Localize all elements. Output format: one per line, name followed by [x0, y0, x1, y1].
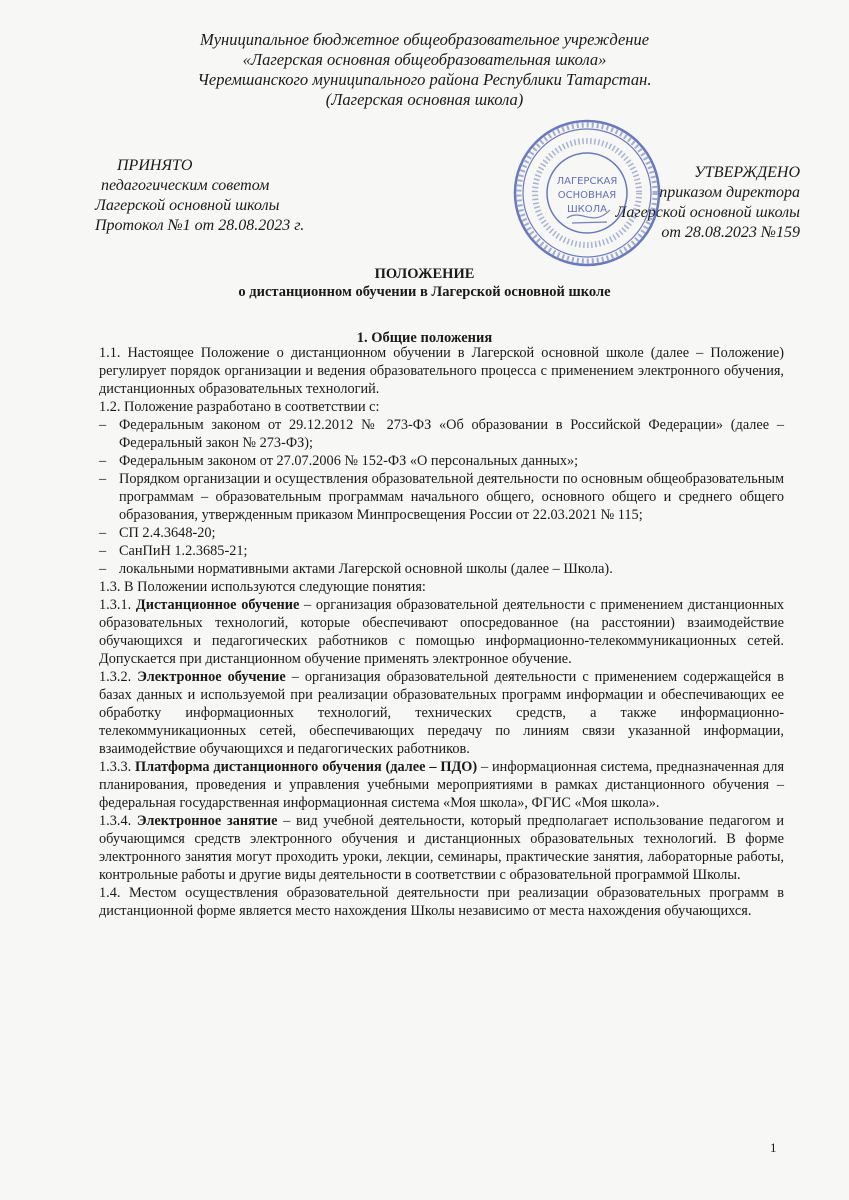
definition: – информационная система, предназначенная для планирования, проведения и управления учебными мероприятиями в рамках дистанционного обучения – федеральная государственная информационная система «Моя школа», ФГИС «Моя школа». — [99, 759, 785, 811]
approval-right-line-1: УТВЕРЖДЕНО — [694, 164, 800, 181]
paragraph-1-3-4 — [99, 812, 784, 884]
approval-left-line-4: Протокол №1 от 28.08.2023 г. — [95, 217, 305, 234]
paragraph-1-3: 1.3. В Положении используются следующие понятия: — [99, 579, 426, 595]
document-title — [0, 265, 849, 301]
term: Платформа дистанционного обучения (далее – ПДО) — [135, 759, 478, 775]
definition: – организация образовательной деятельности с применением дистанционных образовательных технологий, которые обеспечивают опосредованное (на расстоянии) взаимодействие обучающихся и педагогических работников с помощью информационно-телекоммуникационных сетей. Допускается при дистанционном обучение применять электронное обучение. — [99, 597, 784, 667]
stamp-text-2: ОСНОВНАЯ — [557, 190, 617, 201]
clause-number: 1.3.2. — [99, 669, 132, 685]
list-item: – локальными нормативными актами Лагерской основной школы (далее – Школа). — [99, 560, 784, 578]
paragraph-1-1: 1.1. Настоящее Положение о дистанционном обучении в Лагерской основной школе (далее – Положение) регулирует порядок организации и ведения образовательного процесса с применением электронного обучения, дистанционных образовательных технологий. — [99, 345, 784, 397]
term: Дистанционное обучение — [135, 597, 300, 613]
approval-right-line-4: от 28.08.2023 №159 — [661, 224, 800, 241]
header-line-3: Черемшанского муниципального района Республики Татарстан. — [197, 70, 652, 89]
list-item: – СанПиН 1.2.3685-21; — [99, 542, 784, 560]
paragraph-1-3-3 — [99, 758, 784, 812]
list-item: – Порядком организации и осуществления образовательной деятельности по основным общеобразовательным программам – образовательным программам начального общего, основного общего и среднего общего образования, утвержденным приказом Минпросвещения России от 22.03.2021 № 115; — [99, 470, 784, 524]
title-sub: о дистанционном обучении в Лагерской основной школе — [238, 284, 611, 300]
approval-right-line-2: приказом директора — [659, 184, 800, 201]
approval-left-line-1: ПРИНЯТО — [117, 157, 193, 174]
title-main: ПОЛОЖЕНИЕ — [374, 266, 475, 282]
clause-number: 1.3.3. — [99, 759, 132, 775]
list-item: – СП 2.4.3648-20; — [99, 524, 784, 542]
stamp-text-3: ШКОЛА — [566, 204, 608, 215]
list-item: – Федеральным законом от 27.07.2006 № 152-ФЗ «О персональных данных»; — [99, 452, 784, 470]
clause-number: 1.3.4. — [99, 813, 132, 829]
approval-right-line-3: Лагерской основной школы — [615, 204, 800, 221]
document-header — [0, 30, 849, 110]
section-heading: 1. Общие положения — [356, 330, 493, 346]
paragraph-1-3-1 — [99, 596, 784, 668]
approval-left — [95, 156, 304, 236]
document-body — [99, 344, 784, 920]
approval-left-line-2: педагогическим советом — [101, 177, 270, 194]
header-line-2: «Лагерская основная общеобразовательная школа» — [242, 50, 607, 69]
official-stamp-icon — [512, 118, 662, 268]
stamp-text-1: ЛАГЕРСКАЯ — [556, 176, 618, 187]
term: Электронное занятие — [136, 813, 278, 829]
header-line-1: Муниципальное бюджетное общеобразовательное учреждение — [199, 30, 650, 49]
paragraph-1-4: 1.4. Местом осуществления образовательной деятельности при реализации образовательных программ в дистанционной форме является место нахождения Школы независимо от места нахождения обучающихся. — [99, 885, 784, 919]
definition: – вид учебной деятельности, который предполагает использование педагогом и обучающимся средств электронного обучения и дистанционных образовательных технологий. В форме электронного занятия могут проходить уроки, лекции, семинары, практические занятия, лабораторные работы, контрольные работы и другие виды деятельности в соответствии с образовательной программой Школы. — [99, 813, 784, 883]
page-number: 1 — [770, 1140, 777, 1155]
clause-number: 1.3.1. — [99, 597, 132, 613]
definition: – организация образовательной деятельности с применением содержащейся в базах данных и используемой при реализации образовательных программ информации и обеспечивающих ее обработку информационных технологий, технических средств, а также информационно-телекоммуникационных сетей, обеспечивающих передачу по линиям связи указанной информации, взаимодействие обучающихся и педагогических работников. — [99, 669, 784, 757]
paragraph-1-2: 1.2. Положение разработано в соответствии с: — [99, 399, 380, 415]
list-item: – Федеральным законом от 29.12.2012 № 273-ФЗ «Об образовании в Российской Федерации» (далее – Федеральный закон № 273-ФЗ); — [99, 416, 784, 452]
approval-left-line-3: Лагерской основной школы — [95, 197, 280, 214]
term: Электронное обучение — [137, 669, 286, 685]
paragraph-1-3-2 — [99, 668, 784, 758]
header-line-4: (Лагерская основная школа) — [325, 90, 524, 109]
